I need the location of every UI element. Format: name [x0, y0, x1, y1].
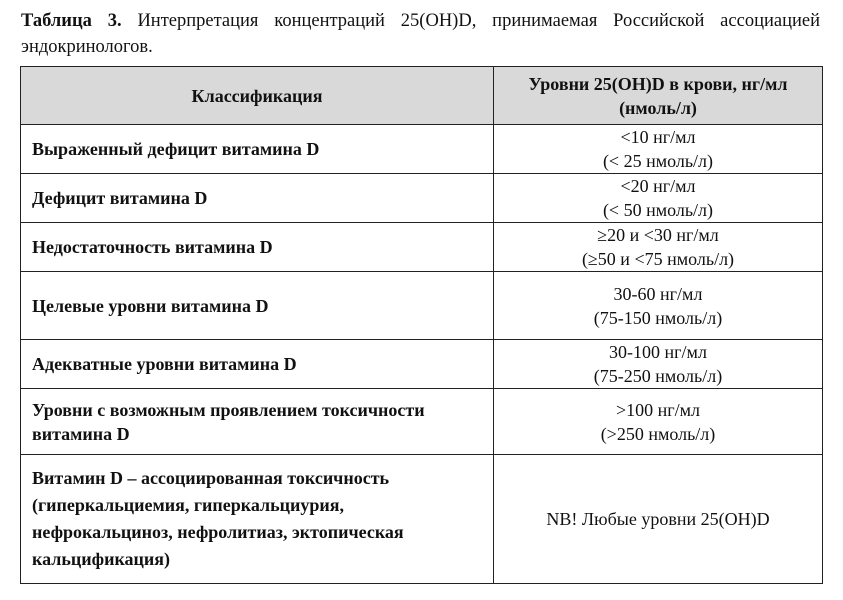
classification-cell [21, 272, 494, 340]
levels-cell [494, 125, 823, 174]
levels-line: (< 25 нмоль/л) [602, 151, 714, 171]
levels-line: 30-100 нг/мл [609, 342, 707, 362]
levels-cell [494, 174, 823, 223]
levels-cell [494, 455, 823, 584]
classification-line: Витамин D – ассоциированная токсичность [32, 468, 390, 488]
classification-line: Адекватные уровни витамина D [32, 354, 297, 374]
table-row [21, 455, 823, 584]
header-levels-line: Уровни 25(OH)D в крови, [528, 73, 738, 94]
classification-line: Дефицит витамина D [32, 188, 208, 208]
levels-line: <20 нг/мл [620, 176, 696, 196]
table-row [21, 223, 823, 272]
classification-line: витамина D [32, 423, 130, 444]
header-classification: Классификация [21, 67, 494, 125]
levels-cell [494, 389, 823, 455]
levels-line: NB! Любые уровни 25(OH)D [546, 509, 770, 529]
caption-text: Интерпретация концентраций 25(OH)D, принимаемая Российской ассоциацией эндокринологов. [21, 11, 820, 57]
table-header-row [21, 67, 823, 125]
classification-line: (гиперкальциемия, гиперкальциурия, [32, 495, 345, 515]
classification-cell [21, 340, 494, 389]
table-row [21, 389, 823, 455]
levels-cell [494, 272, 823, 340]
levels-line: ≥20 и <30 нг/мл [597, 225, 719, 245]
vitamin-d-table [20, 66, 823, 584]
levels-line: (75-250 нмоль/л) [593, 366, 723, 386]
levels-line: (< 50 нмоль/л) [602, 200, 714, 220]
table-row [21, 174, 823, 223]
levels-line: (75-150 нмоль/л) [593, 307, 723, 328]
table-row [21, 340, 823, 389]
levels-line: (>250 нмоль/л) [600, 423, 716, 444]
classification-cell [21, 174, 494, 223]
classification-line: Выраженный дефицит витамина D [32, 139, 320, 159]
classification-line: Целевые уровни витамина D [32, 295, 269, 316]
classification-line: кальцификация) [32, 549, 171, 569]
levels-line: (≥50 и <75 нмоль/л) [581, 249, 735, 269]
levels-line: <10 нг/мл [620, 127, 696, 147]
classification-cell [21, 455, 494, 584]
levels-cell [494, 223, 823, 272]
table-row [21, 125, 823, 174]
classification-line: Уровни с возможным проявлением токсичности [32, 399, 425, 420]
classification-line: нефрокальциноз, нефролитиаз, эктопическая [32, 522, 404, 542]
classification-line: Недостаточность витамина D [32, 237, 273, 257]
classification-cell [21, 223, 494, 272]
header-levels [494, 67, 823, 125]
levels-cell [494, 340, 823, 389]
header-levels-line: нг/мл (нмоль/л) [619, 73, 788, 118]
levels-line: 30-60 нг/мл [613, 283, 703, 304]
classification-cell [21, 389, 494, 455]
table-row [21, 272, 823, 340]
table-caption [21, 8, 820, 60]
caption-label: Таблица 3. [21, 11, 122, 31]
levels-line: >100 нг/мл [615, 399, 701, 420]
classification-cell [21, 125, 494, 174]
